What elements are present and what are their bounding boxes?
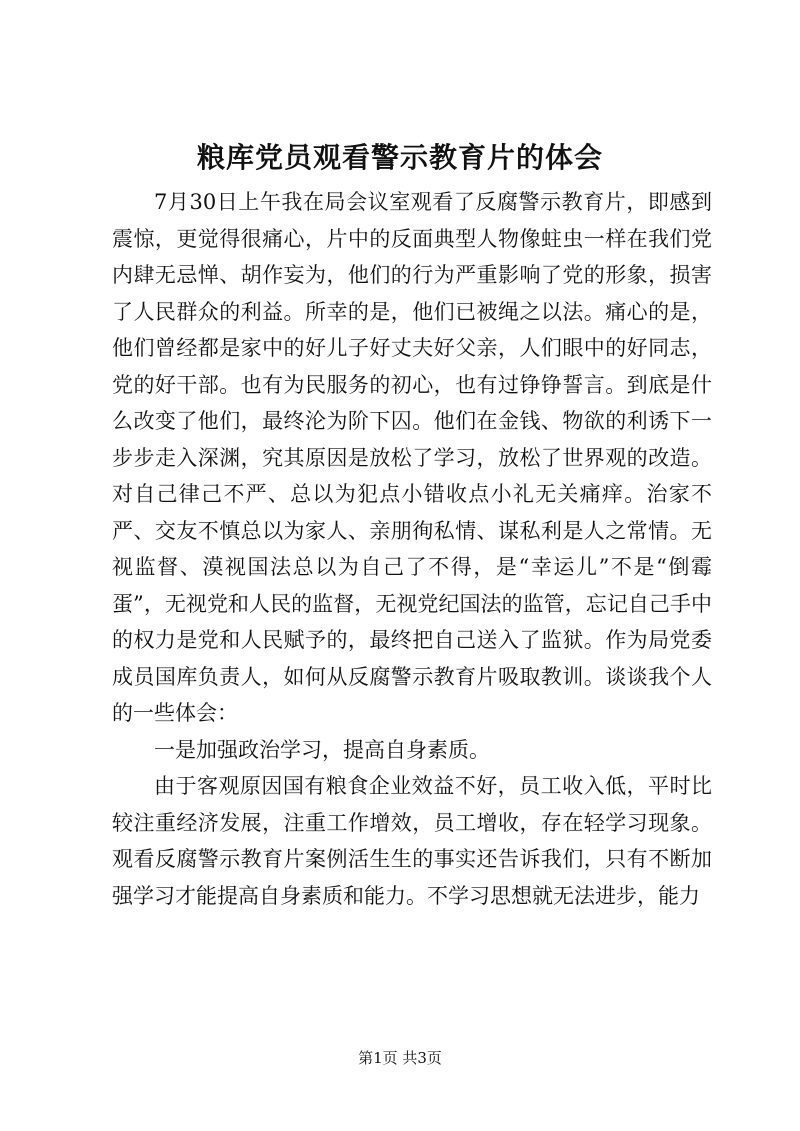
document-title: 粮库党员观看警示教育片的体会 bbox=[196, 141, 603, 174]
paragraph-study: 由于客观原因国有粮食企业效益不好，员工收入低，平时比较注重经济发展，注重工作增效，员工增收，存在轻学习现象。观看反腐警示教育片案例活生生的事实还告诉我们，只有不断加强学习才能提高自身素质和能力。不学习思想就无法进步，能力 bbox=[112, 774, 712, 908]
page-number: 第1页 共3页 bbox=[358, 1049, 442, 1067]
document-body bbox=[112, 184, 712, 914]
paragraph-heading-one: 一是加强政治学习，提高自身素质。 bbox=[154, 737, 490, 762]
paragraph-intro: 7月30日上午我在局会议室观看了反腐警示教育片，即感到震惊，更觉得很痛心，片中的反面典型人物像蛀虫一样在我们党内肆无忌惮、胡作妄为，他们的行为严重影响了党的形象，损害了人民群众的利益。所幸的是，他们已被绳之以法。痛心的是，他们曾经都是家中的好儿子好丈夫好父亲，人们眼中的好同志，党的好干部。也有为民服务的初心，也有过铮铮誓言。到底是什么改变了他们，最终沦为阶下囚。他们在金钱、物欲的利诱下一步步走入深渊，究其原因是放松了学习，放松了世界观的改造。对自己律己不严、总以为犯点小错收点小礼无关痛痒。治家不严、交友不慎总以为家人、亲朋徇私情、谋私利是人之常情。无视监督、漠视国法总以为自己了不得，是“幸运儿”不是“倒霉蛋”，无视党和人民的监督，无视党纪国法的监管，忘记自己手中的权力是党和人民赋予的，最终把自己送入了监狱。作为局党委成员国库负责人，如何从反腐警示教育片吸取教训。谈谈我个人的一些体会： bbox=[112, 190, 712, 725]
